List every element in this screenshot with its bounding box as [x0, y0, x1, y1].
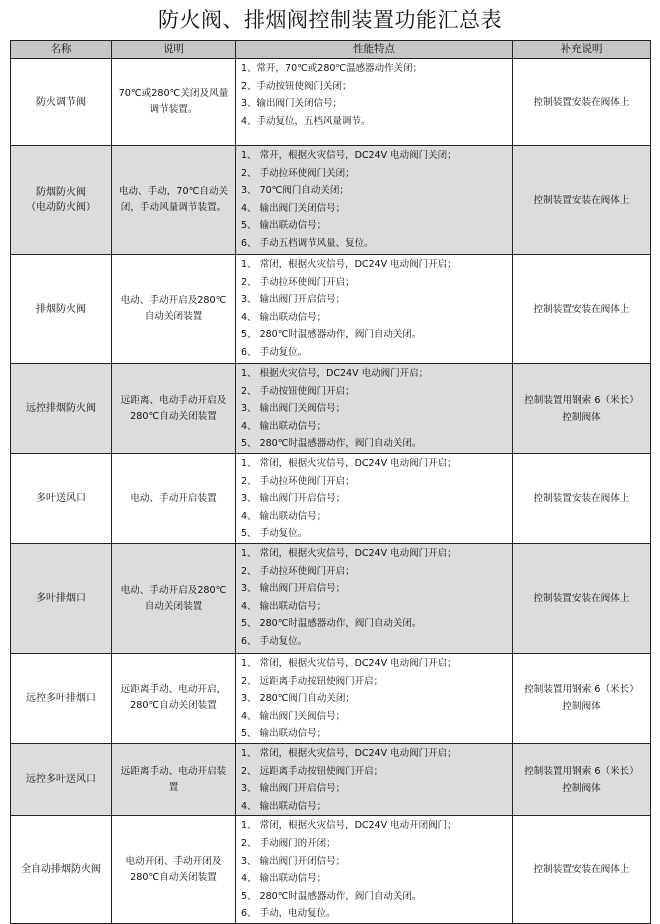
cell-description: 电动、手动开启及280℃自动关闭装置: [112, 255, 236, 364]
cell-name: [11, 454, 112, 544]
feature-line: 1、 常闭，根据火灾信号，DC24V 电动阀门开启；: [241, 747, 457, 759]
feature-line: 3、 输出阀门开启信号；: [241, 493, 346, 505]
table-row: [11, 59, 651, 146]
summary-table: [10, 40, 651, 924]
cell-name: [11, 654, 112, 744]
feature-line: 3、 输出阀门开闭信号；: [241, 855, 346, 867]
feature-line: 1、 根据火灾信号，DC24V 电动阀门开启；: [241, 368, 429, 379]
feature-line: 4、 输出阀门关闭信号；: [241, 202, 346, 214]
item-name: 防火调节阀: [36, 96, 86, 108]
item-name: （电动防火阀）: [26, 202, 96, 213]
item-name: 远控排烟防火阀: [26, 403, 96, 414]
feature-line: 1、 常闭，根据火灾信号，DC24V 电动阀门开启；: [241, 658, 457, 669]
feature-line: 3、 输出阀门开启信号；: [241, 294, 346, 306]
cell-name: [11, 146, 112, 255]
feature-line: 6、 手动五档调节风量、复位。: [241, 237, 374, 249]
page-title: 防火阀、排烟阀控制装置功能汇总表: [158, 8, 502, 32]
cell-name: [11, 364, 112, 454]
feature-line: 1、 常开，根据火灾信号，DC24V 电动阀门关闭；: [241, 150, 457, 161]
table-row: [11, 255, 651, 364]
cell-description: 70℃或280℃关闭及风量调节装置。: [112, 59, 236, 146]
feature-line: 3、 70℃阀门自动关闭；: [241, 185, 349, 197]
feature-line: 2、 手动按钮使阀门开启；: [241, 385, 355, 397]
cell-note: 控制装置安装在阀体上: [513, 544, 651, 654]
cell-name: [11, 816, 112, 924]
cell-features: [236, 255, 513, 364]
feature-line: 4、 输出联动信号；: [241, 873, 327, 885]
feature-line: 2、 远距离手动按钮使阀门开启；: [241, 675, 384, 687]
table-row: [11, 146, 651, 255]
feature-line: 2、 手动拉环使阀门开启；: [241, 565, 355, 577]
item-name: 排烟防火阀: [36, 303, 86, 315]
feature-line: 2、手动按钮使阀门关闭；: [241, 80, 352, 92]
cell-description: 远距离、电动手动开启及280℃自动关闭装置: [112, 364, 236, 454]
feature-line: 5、 280℃时温感器动作，阀门自动关闭。: [241, 438, 422, 450]
cell-note: 控制装置安装在阀体上: [513, 816, 651, 924]
cell-note: 控制装置安装在阀体上: [513, 146, 651, 255]
cell-description: 远距离手动、电动开启，280℃自动关闭装置: [112, 654, 236, 744]
feature-line: 4、 输出联动信号；: [241, 800, 327, 812]
feature-line: 4、 输出联动信号；: [241, 420, 327, 432]
header-description: 说明: [112, 41, 236, 59]
feature-line: 6、 手动，电动复位。: [241, 908, 336, 920]
feature-line: 4、 输出联动信号；: [241, 311, 327, 323]
header-notes: 补充说明: [513, 41, 651, 59]
feature-line: 1、 常闭，根据火灾信号，DC24V 电动阀门开启；: [241, 259, 457, 270]
feature-line: 1、 常闭，根据火灾信号，DC24V 电动阀门开启；: [241, 548, 457, 559]
feature-line: 4、 输出联动信号；: [241, 510, 327, 522]
feature-line: 5、 280℃时温感器动作，阀门自动关闭。: [241, 890, 422, 902]
cell-features: [236, 816, 513, 924]
cell-name: [11, 255, 112, 364]
item-name: 防烟防火阀: [36, 187, 86, 198]
feature-line: 5、 280℃时温感器动作，阀门自动关闭。: [241, 618, 422, 630]
feature-line: 3、 输出阀门关阀信号；: [241, 403, 346, 415]
item-name: 多叶送风口: [36, 493, 86, 504]
feature-line: 1、常开，70℃或280℃温感器动作关闭；: [241, 63, 423, 74]
feature-line: 2、 手动拉环使阀门关闭；: [241, 167, 355, 179]
cell-features: [236, 454, 513, 544]
feature-line: 1、 常闭，根据火灾信号，DC24V 电动开闭阀门；: [241, 820, 457, 832]
feature-line: 2、 手动拉环使阀门开启；: [241, 475, 355, 487]
feature-line: 4、 输出阀门关阀信号；: [241, 710, 346, 722]
table-row: [11, 544, 651, 654]
table-row: [11, 364, 651, 454]
cell-features: [236, 544, 513, 654]
table-header-row: [11, 41, 651, 59]
cell-note: 控制装置安装在阀体上: [513, 454, 651, 544]
feature-line: 6、 手动复位。: [241, 346, 308, 358]
feature-line: 5、 输出联动信号；: [241, 728, 327, 740]
feature-line: 3、输出阀门关闭信号；: [241, 98, 343, 110]
table-row: [11, 743, 651, 815]
feature-line: 1、 常闭，根据火灾信号，DC24V 电动阀门开启；: [241, 458, 457, 469]
feature-line: 3、 280℃阀门自动关闭；: [241, 693, 355, 705]
item-name: 全自动排烟防火阀: [21, 864, 101, 876]
table-row: [11, 454, 651, 544]
cell-description: 电动开闭、手动开闭及280℃自动关闭装置: [112, 816, 236, 924]
cell-note: 控制装置用钢索 6（米长）控制阀体: [513, 743, 651, 815]
cell-description: 电动、手动开启及280℃自动关闭装置: [112, 544, 236, 654]
feature-line: 2、 手动拉环使阀门开启；: [241, 276, 355, 288]
cell-note: 控制装置安装在阀体上: [513, 255, 651, 364]
header-features: 性能特点: [236, 41, 513, 59]
cell-features: [236, 364, 513, 454]
feature-line: 2、 远距离手动按钮使阀门开启；: [241, 765, 384, 777]
header-name: 名称: [11, 41, 112, 59]
feature-line: 4、 输出联动信号；: [241, 600, 327, 612]
table-row: [11, 816, 651, 924]
cell-note: 控制装置用钢索 6（米长）控制阀体: [513, 654, 651, 744]
cell-description: 电动、手动开启装置: [112, 454, 236, 544]
item-name: 远控多叶排烟口: [26, 692, 96, 704]
cell-name: [11, 544, 112, 654]
feature-line: 5、 280℃时温感器动作，阀门自动关闭。: [241, 329, 422, 341]
cell-note: 控制装置安装在阀体上: [513, 59, 651, 146]
feature-line: 5、 手动复位。: [241, 528, 308, 540]
table-row: [11, 654, 651, 744]
feature-line: 2、 手动阀门的开闭；: [241, 837, 336, 849]
item-name: 远控多叶送风口: [26, 774, 96, 786]
feature-line: 4、手动复位，五档风量调节。: [241, 115, 371, 127]
cell-name: [11, 59, 112, 146]
cell-note: 控制装置用钢索 6（米长）控制阀体: [513, 364, 651, 454]
cell-features: [236, 146, 513, 255]
cell-description: 远距离手动、电动开启装置: [112, 743, 236, 815]
cell-description: 电动、手动，70℃自动关闭，手动风量调节装置。: [112, 146, 236, 255]
item-name: 多叶排烟口: [36, 593, 86, 604]
feature-line: 6、 手动复位。: [241, 635, 308, 647]
cell-name: [11, 743, 112, 815]
cell-features: [236, 59, 513, 146]
feature-line: 5、 输出联动信号；: [241, 220, 327, 232]
feature-line: 3、 输出阀门开启信号；: [241, 783, 346, 795]
feature-line: 3、 输出阀门开启信号；: [241, 583, 346, 595]
cell-features: [236, 654, 513, 744]
cell-features: [236, 743, 513, 815]
